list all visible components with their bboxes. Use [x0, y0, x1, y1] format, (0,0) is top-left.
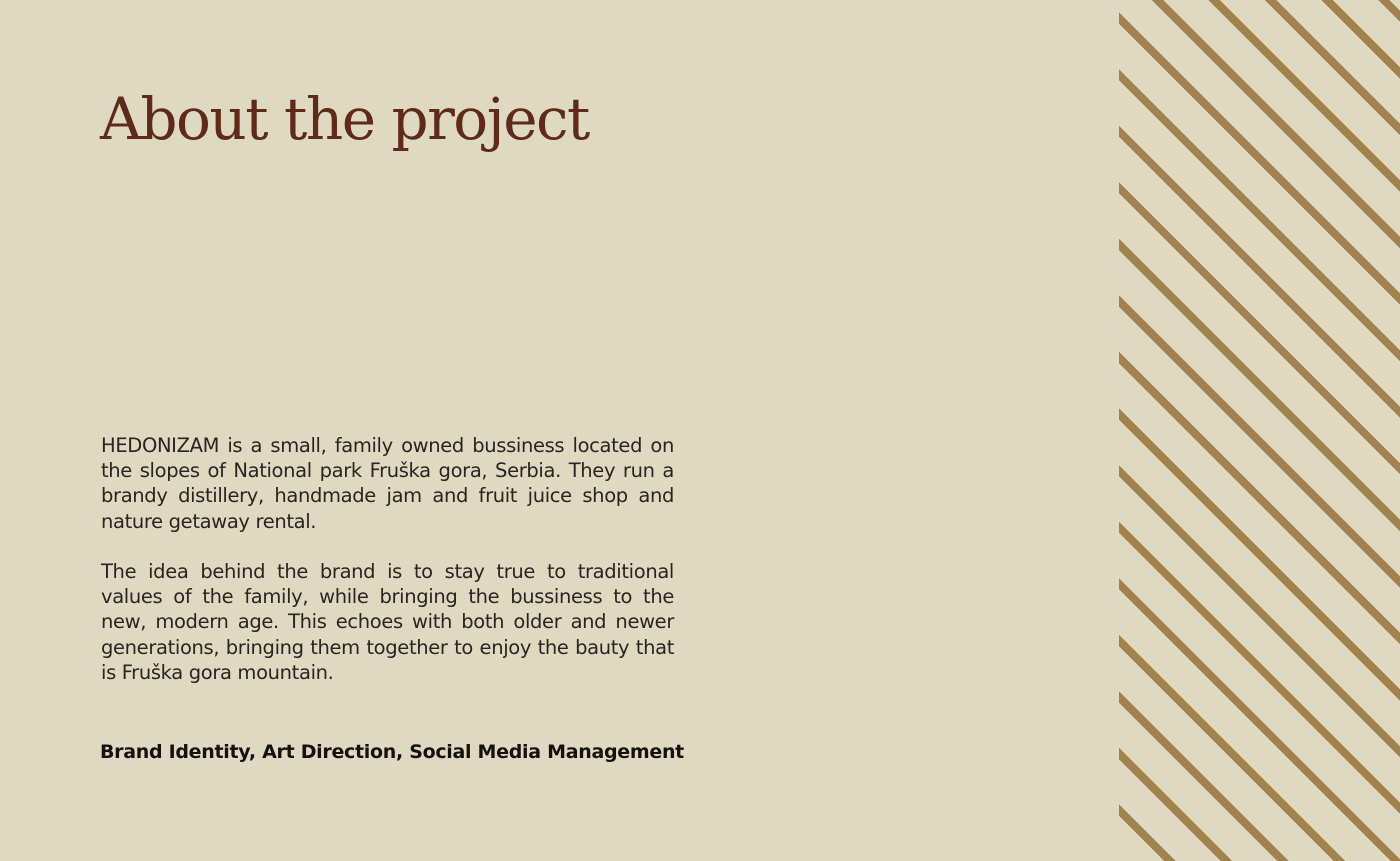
page-title: About the project	[100, 85, 589, 153]
diagonal-stripe-pattern	[1119, 0, 1400, 861]
description-paragraph-2: The idea behind the brand is to stay true to traditional values of the family, while bringing the bussiness to the new, modern age. This echoes with both older and newer generations, bringing them together to enjoy the bauty that is Fruška gora mountain.	[101, 560, 674, 684]
description-paragraph-1: HEDONIZAM is a small, family owned bussiness located on the slopes of National park Fruška gora, Serbia. They run a brandy distillery, handmade jam and fruit juice shop and nature getaway rental.	[101, 434, 674, 533]
services-list: Brand Identity, Art Direction, Social Media Management	[100, 741, 684, 763]
